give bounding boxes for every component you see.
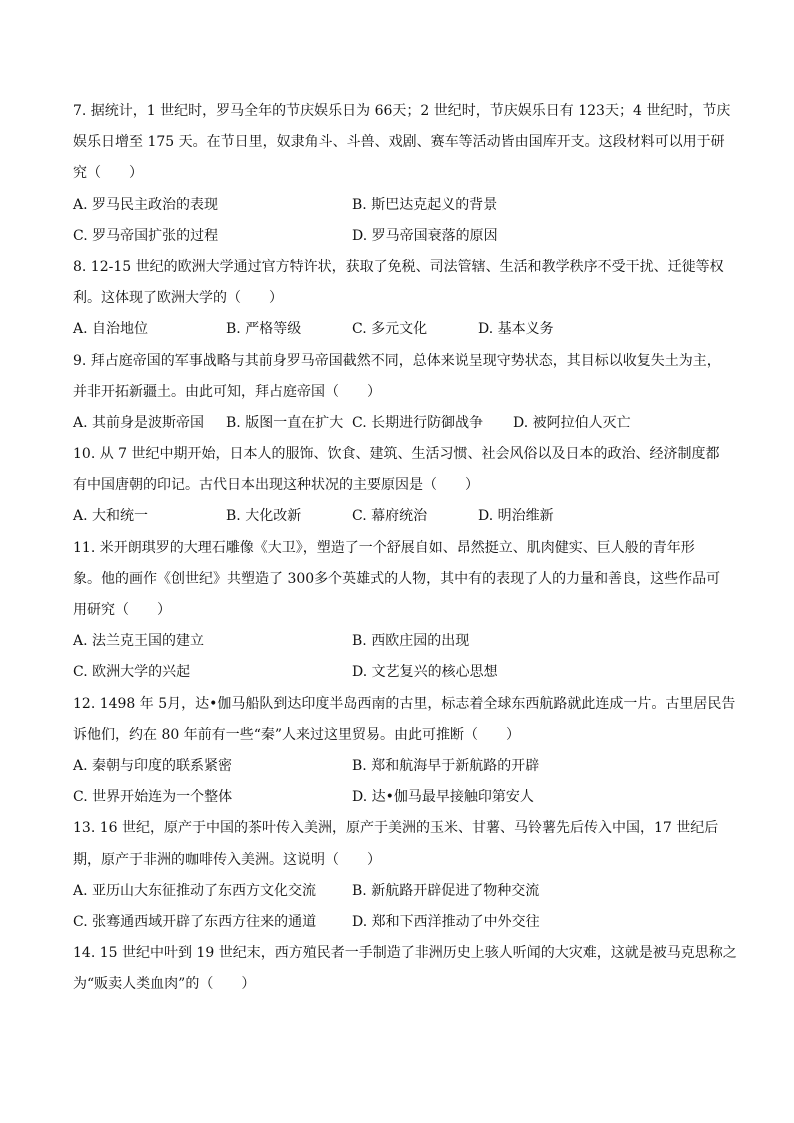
question-8 bbox=[73, 252, 725, 346]
option-a[interactable]: A. 罗马民主政治的表现 bbox=[73, 196, 219, 213]
option-c[interactable]: C. 欧洲大学的兴起 bbox=[73, 664, 191, 681]
option-d[interactable]: D. 罗马帝国衰落的原因 bbox=[352, 227, 498, 244]
question-text-line: 究（ ） bbox=[73, 165, 143, 182]
option-b[interactable]: B. 新航路开辟促进了物种交流 bbox=[352, 882, 540, 899]
question-12 bbox=[73, 689, 736, 814]
option-b[interactable]: B. 大化改新 bbox=[226, 508, 302, 525]
question-text-line: 14. 15 世纪中叶到 19 世纪末，西方殖民者一手制造了非洲历史上骇人听闻的大灾难，这就是被马克思称之 bbox=[73, 945, 737, 962]
option-d[interactable]: D. 被阿拉伯人灭亡 bbox=[513, 414, 631, 431]
option-a[interactable]: A. 秦朝与印度的联系紧密 bbox=[73, 757, 233, 774]
question-text-line: 10. 从 7 世纪中期开始，日本人的服饰、饮食、建筑、生活习惯、社会风俗以及日本的政治、经济制度都 bbox=[73, 446, 720, 463]
options-row bbox=[73, 751, 725, 782]
question-text-line: 有中国唐朝的印记。古代日本出现这种状况的主要原因是（ ） bbox=[73, 477, 479, 494]
question-text-line: 12. 1498 年 5月，达•伽马船队到达印度半岛西南的古里，标志着全球东西航路就此连成一片。古里居民告 bbox=[73, 695, 736, 712]
question-text-line: 利。这体现了欧洲大学的（ ） bbox=[73, 290, 283, 307]
option-b[interactable]: B. 西欧庄园的出现 bbox=[352, 633, 470, 650]
option-a[interactable]: A. 亚历山大东征推动了东西方文化交流 bbox=[73, 882, 317, 899]
option-c[interactable]: C. 张骞通西域开辟了东西方往来的通道 bbox=[73, 913, 317, 930]
question-text-line: 13. 16 世纪，原产于中国的茶叶传入美洲，原产于美洲的玉米、甘薯、马铃薯先后传入中国，17 世纪后 bbox=[73, 820, 719, 837]
option-c[interactable]: C. 罗马帝国扩张的过程 bbox=[73, 227, 219, 244]
option-c[interactable]: C. 多元文化 bbox=[352, 321, 428, 338]
options-row bbox=[73, 782, 725, 813]
options-row bbox=[73, 190, 725, 221]
question-7 bbox=[73, 96, 731, 252]
question-text-line: 用研究（ ） bbox=[73, 602, 171, 618]
options-row bbox=[73, 907, 725, 938]
option-b[interactable]: B. 严格等级 bbox=[226, 321, 302, 338]
question-text-line: 8. 12-15 世纪的欧洲大学通过官方特许状，获取了免税、司法管辖、生活和教学秩序不受干扰、迁徙等权 bbox=[73, 258, 724, 275]
options-row bbox=[73, 626, 725, 657]
exam-page bbox=[73, 96, 737, 1000]
options-row bbox=[73, 221, 725, 252]
option-d[interactable]: D. 郑和下西洋推动了中外交往 bbox=[352, 913, 540, 930]
question-text-line: 诉他们，约在 80 年前有一些“秦”人来过这里贸易。由此可推断（ ） bbox=[73, 726, 521, 743]
option-b[interactable]: B. 郑和航海早于新航路的开辟 bbox=[352, 757, 540, 774]
question-text-line: 象。他的画作《创世纪》共塑造了 300多个英雄式的人物，其中有的表现了人的力量和善良，这些作品可 bbox=[73, 570, 721, 587]
question-text-line: 7. 据统计，1 世纪时，罗马全年的节庆娱乐日为 66天；2 世纪时，节庆娱乐日有 123天；4 世纪时，节庆 bbox=[73, 103, 731, 119]
question-9 bbox=[73, 346, 725, 440]
question-text-line: 为“贩卖人类血肉”的（ ） bbox=[73, 976, 256, 993]
question-text-line: 期，原产于非洲的咖啡传入美洲。这说明（ ） bbox=[73, 851, 381, 868]
question-10 bbox=[73, 439, 725, 533]
question-text-line: 并非开拓新疆土。由此可知，拜占庭帝国（ ） bbox=[73, 383, 381, 400]
options-row bbox=[73, 314, 725, 345]
options-row bbox=[73, 501, 725, 532]
option-a[interactable]: A. 大和统一 bbox=[73, 508, 149, 525]
question-text-line: 娱乐日增至 175 天。在节日里，奴隶角斗、斗兽、戏剧、赛车等活动皆由国库开支。这段材料可以用于研 bbox=[73, 134, 725, 151]
options-row bbox=[73, 876, 725, 907]
option-c[interactable]: C. 幕府统治 bbox=[352, 508, 428, 525]
option-a[interactable]: A. 其前身是波斯帝国 bbox=[73, 414, 205, 431]
option-b[interactable]: B. 版图一直在扩大 bbox=[226, 414, 344, 431]
question-13 bbox=[73, 813, 725, 938]
option-b[interactable]: B. 斯巴达克起义的背景 bbox=[352, 196, 498, 213]
option-d[interactable]: D. 基本义务 bbox=[478, 321, 554, 338]
option-a[interactable]: A. 自治地位 bbox=[73, 321, 149, 338]
question-text-line: 11. 米开朗琪罗的大理石雕像《大卫》，塑造了一个舒展自如、昂然挺立、肌肉健实、巨人般的青年形 bbox=[73, 539, 695, 556]
option-d[interactable]: D. 达•伽马最早接触印第安人 bbox=[352, 789, 534, 806]
option-c[interactable]: C. 世界开始连为一个整体 bbox=[73, 789, 233, 806]
option-d[interactable]: D. 明治维新 bbox=[478, 508, 554, 525]
option-c[interactable]: C. 长期进行防御战争 bbox=[352, 414, 484, 431]
options-row bbox=[73, 657, 725, 688]
option-a[interactable]: A. 法兰克王国的建立 bbox=[73, 633, 205, 650]
question-14 bbox=[73, 938, 737, 1000]
options-row bbox=[73, 408, 725, 439]
question-11 bbox=[73, 533, 725, 689]
question-text-line: 9. 拜占庭帝国的军事战略与其前身罗马帝国截然不同，总体来说呈现守势状态，其目标以收复失土为主， bbox=[73, 352, 721, 369]
option-d[interactable]: D. 文艺复兴的核心思想 bbox=[352, 664, 498, 681]
